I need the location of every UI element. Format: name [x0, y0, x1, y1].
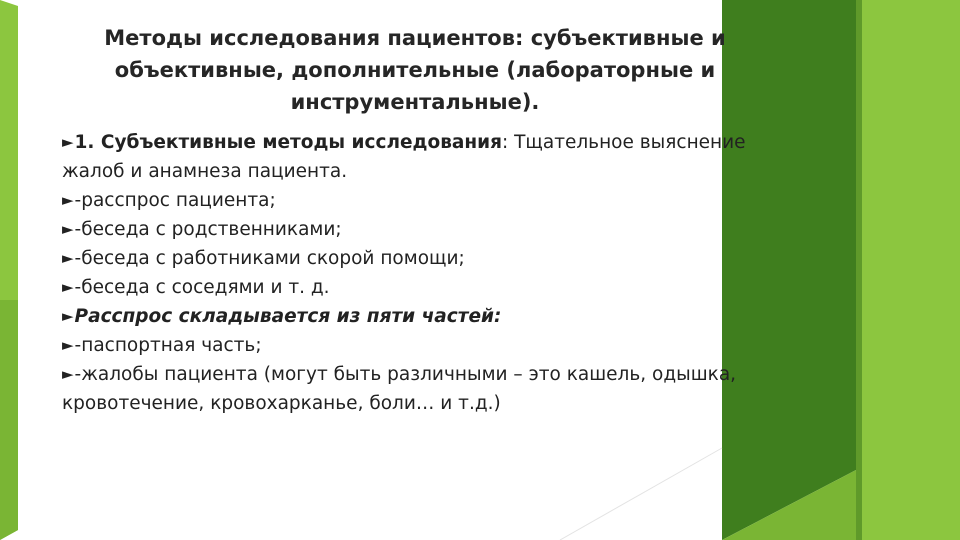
list-item — [62, 244, 852, 273]
intro-line — [62, 128, 852, 157]
title-line: объективные, дополнительные (лабораторные и — [114, 58, 716, 82]
intro-text: : Тщательное выяснение — [502, 132, 746, 153]
list-item-text: -расспрос пациента; — [74, 190, 276, 211]
bullet-triangle-icon: ► — [62, 249, 74, 267]
list-item — [62, 186, 852, 215]
intro-continuation: жалоб и анамнеза пациента. — [62, 161, 348, 182]
subheading: Расспрос складывается из пяти частей: — [74, 306, 502, 327]
right-green-panel — [862, 0, 960, 540]
list-item-text: -беседа с работниками скорой помощи; — [74, 248, 465, 269]
left-green-triangle-shade — [0, 300, 18, 540]
intro-heading: 1. Субъективные методы исследования — [74, 132, 503, 153]
slide-title — [40, 22, 790, 118]
bullet-triangle-icon: ► — [62, 365, 74, 383]
bullet-triangle-icon: ► — [62, 278, 74, 296]
list-item — [62, 360, 852, 389]
title-line: Методы исследования пациентов: субъективные и — [104, 26, 726, 50]
list-item-text: -беседа с соседями и т. д. — [74, 277, 330, 298]
list-item-text: -жалобы пациента (могут быть различными – это кашель, одышка, — [74, 364, 737, 385]
right-green-bar-dark — [856, 0, 862, 540]
bullet-triangle-icon: ► — [62, 220, 74, 238]
list-item — [62, 215, 852, 244]
list-item-text: -беседа с родственниками; — [74, 219, 342, 240]
title-line: инструментальные). — [290, 90, 540, 114]
bullet-triangle-icon: ► — [62, 336, 74, 354]
list-item — [62, 331, 852, 360]
list-item — [62, 273, 852, 302]
list-item-continuation: кровотечение, кровохарканье, боли… и т.д.) — [62, 393, 501, 414]
bullet-triangle-icon: ► — [62, 191, 74, 209]
bullet-triangle-icon: ► — [62, 133, 74, 151]
bullet-triangle-icon: ► — [62, 307, 74, 325]
slide-body — [62, 128, 852, 418]
subheading-line — [62, 302, 852, 331]
list-item-text: -паспортная часть; — [74, 335, 262, 356]
